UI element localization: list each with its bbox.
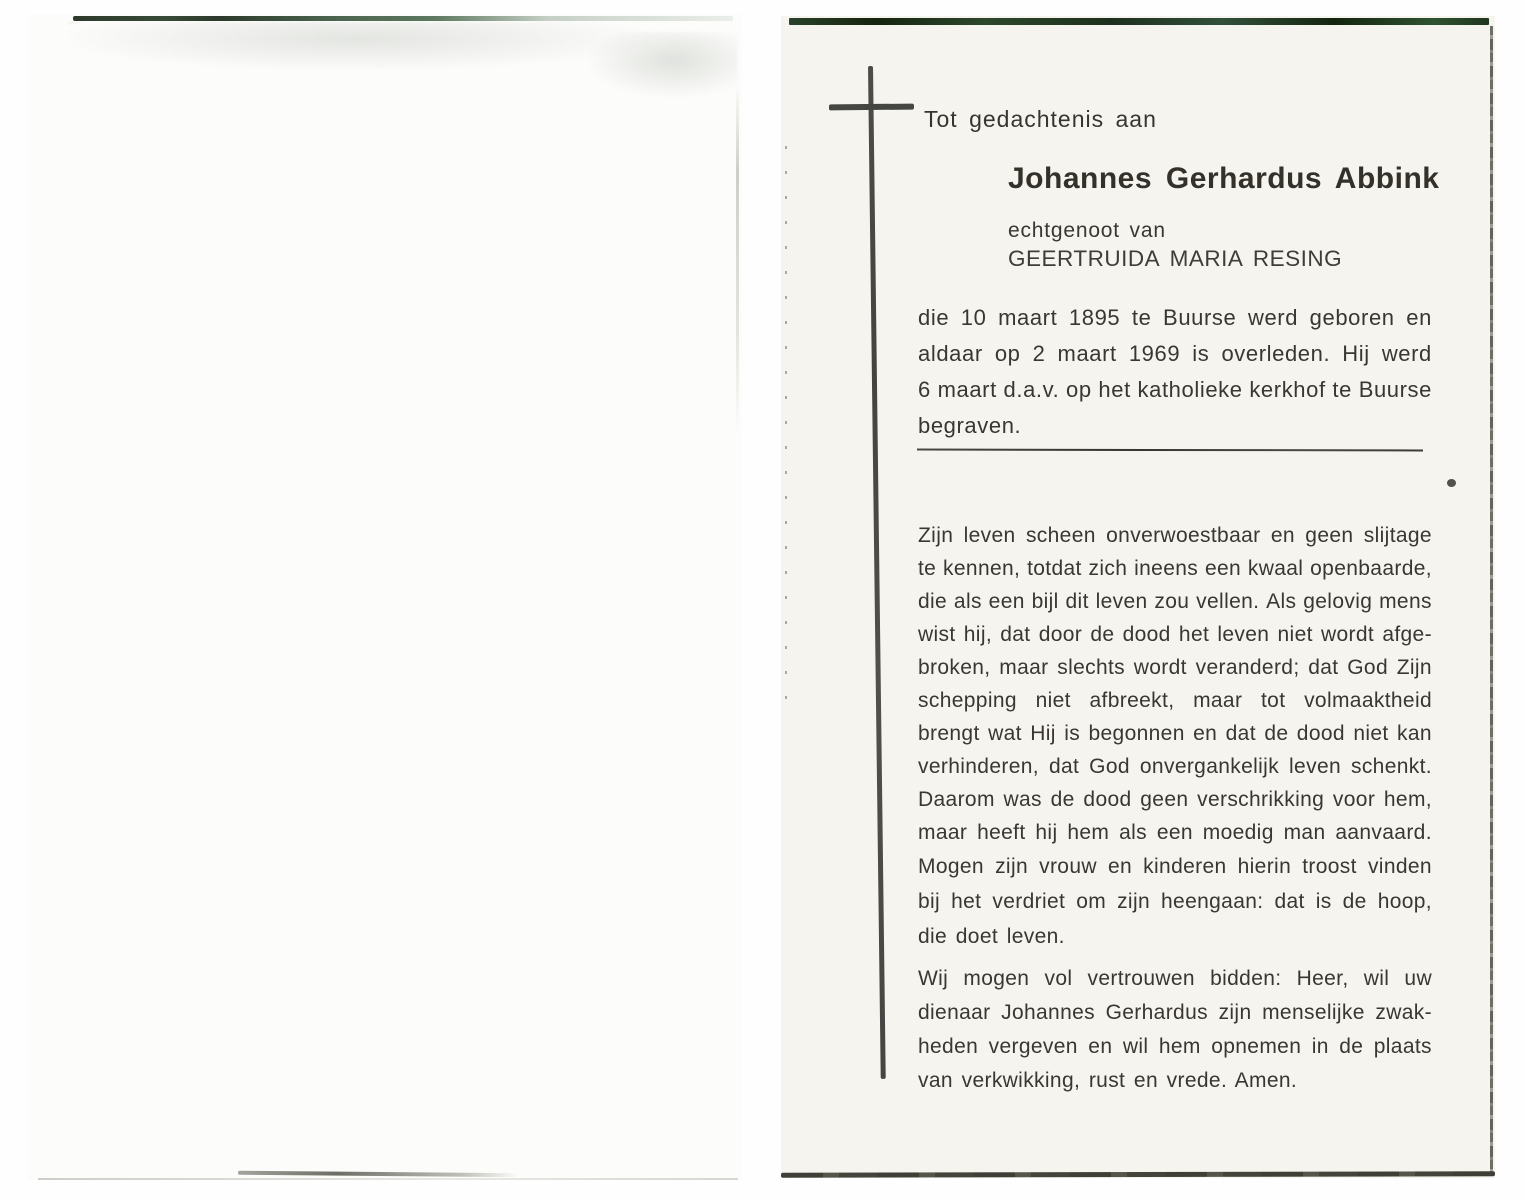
- body-line: heden vergeven en wil hem opnemen in de plaats: [918, 1035, 1432, 1058]
- body-line: broken, maar slechts wordt veranderd; dat God Zijn: [918, 656, 1432, 679]
- body-line: schepping niet afbreekt, maar tot volmaaktheid: [918, 689, 1432, 712]
- scan-speckle-artifact: [785, 146, 787, 706]
- page-fold-shadow: [736, 84, 739, 434]
- dates-line: aldaar op 2 maart 1969 is overleden. Hij werd: [918, 341, 1432, 366]
- body-line: Mogen zijn vrouw en kinderen hierin troost vinden: [918, 855, 1432, 878]
- body-line: Daarom was de dood geen verschrikking voor hem,: [918, 788, 1432, 811]
- memorial-card-page: [781, 16, 1495, 1178]
- memorial-intro-text: Tot gedachtenis aan: [924, 106, 1157, 132]
- body-line: die als een bijl dit leven zou vellen. Als gelovig mens: [918, 590, 1432, 613]
- body-paragraph-3: [918, 967, 1432, 1103]
- body-paragraph-1: [918, 524, 1432, 854]
- body-line: te kennen, totdat zich ineens een kwaal openbaarde,: [918, 557, 1432, 580]
- body-line: bij het verdriet om zijn heengaan: dat is de hoop,: [918, 890, 1432, 913]
- dates-line: begraven.: [918, 413, 1022, 438]
- body-line: verhinderen, dat God onvergankelijk leven schenkt.: [918, 755, 1432, 778]
- dates-line: die 10 maart 1895 te Buurse werd geboren en: [918, 305, 1432, 330]
- relation-text: echtgenoot van: [1008, 219, 1166, 242]
- scan-edge-artifact-right: [1490, 26, 1493, 1172]
- body-paragraph-2: [918, 855, 1432, 960]
- body-line: Zijn leven scheen onverwoestbaar en geen slijtage: [918, 524, 1432, 547]
- scan-edge-artifact-top: [789, 18, 1489, 25]
- paper-wrinkle-artifact: [578, 32, 738, 102]
- dates-paragraph: [918, 305, 1432, 449]
- spouse-name: GEERTRUIDA MARIA RESING: [1008, 246, 1343, 271]
- ink-dot-artifact: [1447, 479, 1456, 487]
- deceased-name: Johannes Gerhardus Abbink: [1008, 162, 1440, 195]
- body-line: wist hij, dat door de dood het leven niet wordt afge-: [918, 623, 1432, 646]
- divider-rule: [917, 449, 1423, 452]
- body-line: brengt wat Hij is begonnen en dat de dood niet kan: [918, 722, 1432, 745]
- scan-edge-artifact-top: [73, 16, 733, 21]
- body-line: Wij mogen vol vertrouwen bidden: Heer, wil uw: [918, 967, 1432, 990]
- dates-line: 6 maart d.a.v. op het katholieke kerkhof te Buurse: [918, 377, 1432, 402]
- scan-edge-artifact-bottom: [781, 1171, 1495, 1177]
- body-line: van verkwikking, rust en vrede. Amen.: [918, 1069, 1298, 1092]
- cross-horizontal-bar: [829, 104, 914, 111]
- cross-vertical-bar: [868, 66, 886, 1079]
- body-line: dienaar Johannes Gerhardus zijn menselijke zwak-: [918, 1001, 1432, 1024]
- body-line: die doet leven.: [918, 925, 1065, 948]
- left-blank-page: [28, 14, 742, 1180]
- scan-edge-artifact-bottom: [238, 1171, 518, 1177]
- body-line: maar heeft hij hem als een moedig man aanvaard.: [918, 821, 1432, 844]
- scan-edge-artifact-bottom: [38, 1178, 738, 1180]
